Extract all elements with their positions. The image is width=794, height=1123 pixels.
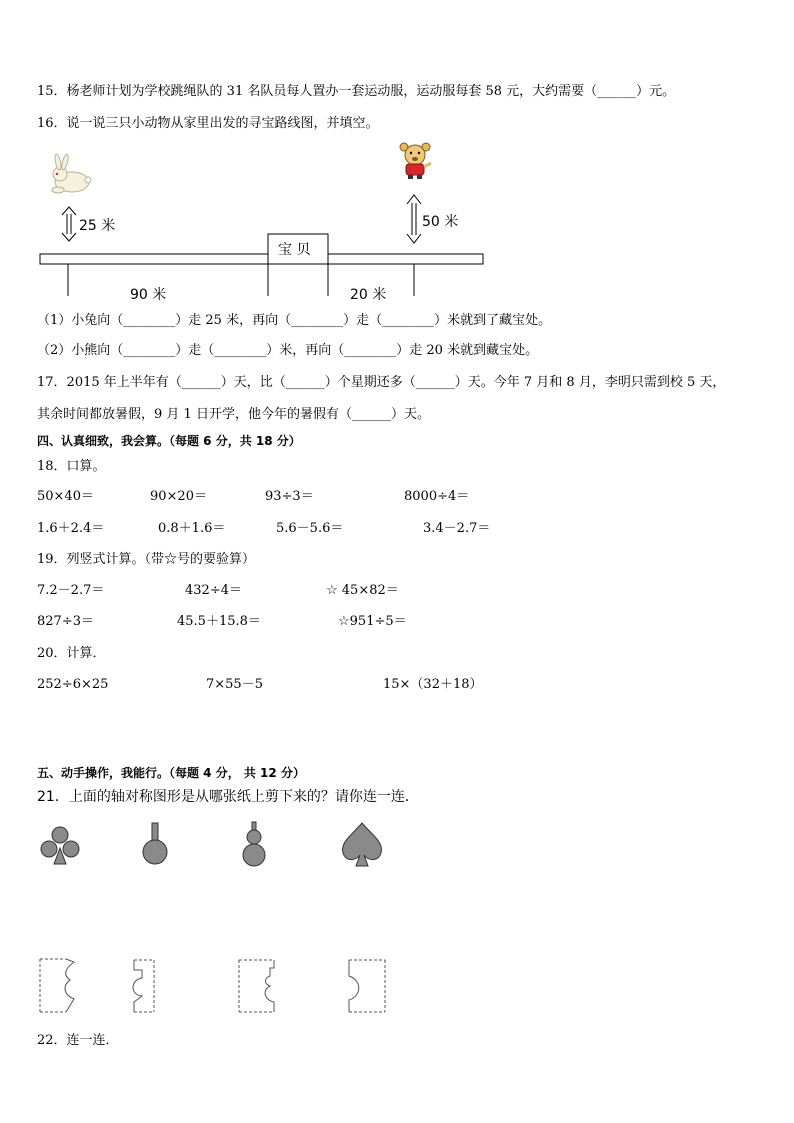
q18-item: 50×40＝ [37,489,94,504]
bear-icon [400,143,431,179]
question-16-1: （1）小兔向（________）走 25 米，再向（________）走（________）米就到了藏宝处。 [37,313,552,328]
question-16: 16．说一说三只小动物从家里出发的寻宝路线图，并填空。 [37,116,379,131]
gourd-shape-icon [243,822,265,866]
question-17-line-2: 其余时间都放暑假，9 月 1 日开学，他今年的暑假有（______）天。 [37,407,430,422]
question-17-line-1: 17．2015 年上半年有（______）天，比（______）个星期还多（______）天。今年 7 月和 8 月，李明只需到校 5 天， [37,375,726,390]
section-5-heading: 五、动手操作，我能行。（每题 4 分， 共 12 分） [37,766,305,780]
q18-item: 5.6－5.6＝ [276,521,344,536]
folded-paper-2 [133,960,154,1012]
treasure-label: 宝 贝 [278,242,311,258]
q20-item: 252÷6×25 [37,677,109,692]
q18-item: 3.4－2.7＝ [423,521,491,536]
bear-distance-arrow [407,195,421,243]
question-18: 18．口算。 [37,459,106,474]
road [40,254,483,296]
q20-item: 15×（32＋18） [383,677,483,692]
q18-item: 8000÷4＝ [404,489,470,504]
question-19: 19．列竖式计算。（带☆号的要验算） [37,552,256,567]
bear-distance-label: 50 米 [422,214,459,230]
q19-item: 7.2－2.7＝ [37,583,105,598]
club-shape-icon [41,827,79,864]
rabbit-icon [52,154,91,193]
ball-on-stick-shape-icon [143,823,167,864]
q19-item: ☆ 45×82＝ [326,583,399,598]
q19-item: 45.5＋15.8＝ [177,614,261,629]
folded-paper-3 [239,960,274,1012]
folded-paper-1 [40,959,74,1012]
q19-item: ☆951÷5＝ [338,614,407,629]
left-distance-label: 90 米 [130,287,167,303]
q19-item: 432÷4＝ [185,583,242,598]
rabbit-distance-label: 25 米 [79,218,116,234]
q18-item: 93÷3＝ [265,489,314,504]
spade-shape-icon [343,823,382,866]
q18-item: 90×20＝ [150,489,207,504]
question-16-2: （2）小熊向（________）走（________）米，再向（________）走 20 米就到藏宝处。 [37,343,539,358]
question-15: 15．杨老师计划为学校跳绳队的 31 名队员每人置办一套运动服，运动服每套 58 元，大约需要（______）元。 [37,84,676,99]
q18-item: 1.6＋2.4＝ [37,521,105,536]
right-distance-label: 20 米 [350,287,387,303]
question-20: 20．计算． [37,646,106,661]
section-4-heading: 四、认真细致，我会算。（每题 6 分，共 18 分） [37,434,301,448]
rabbit-distance-arrow [62,207,76,241]
q20-item: 7×55－5 [206,677,263,692]
folded-paper-4 [349,960,385,1012]
question-22: 22．连一连． [37,1033,119,1048]
question-21: 21．上面的轴对称图形是从哪张纸上剪下来的？请你连一连． [37,789,419,805]
q18-item: 0.8＋1.6＝ [158,521,226,536]
q19-item: 827÷3＝ [37,614,94,629]
